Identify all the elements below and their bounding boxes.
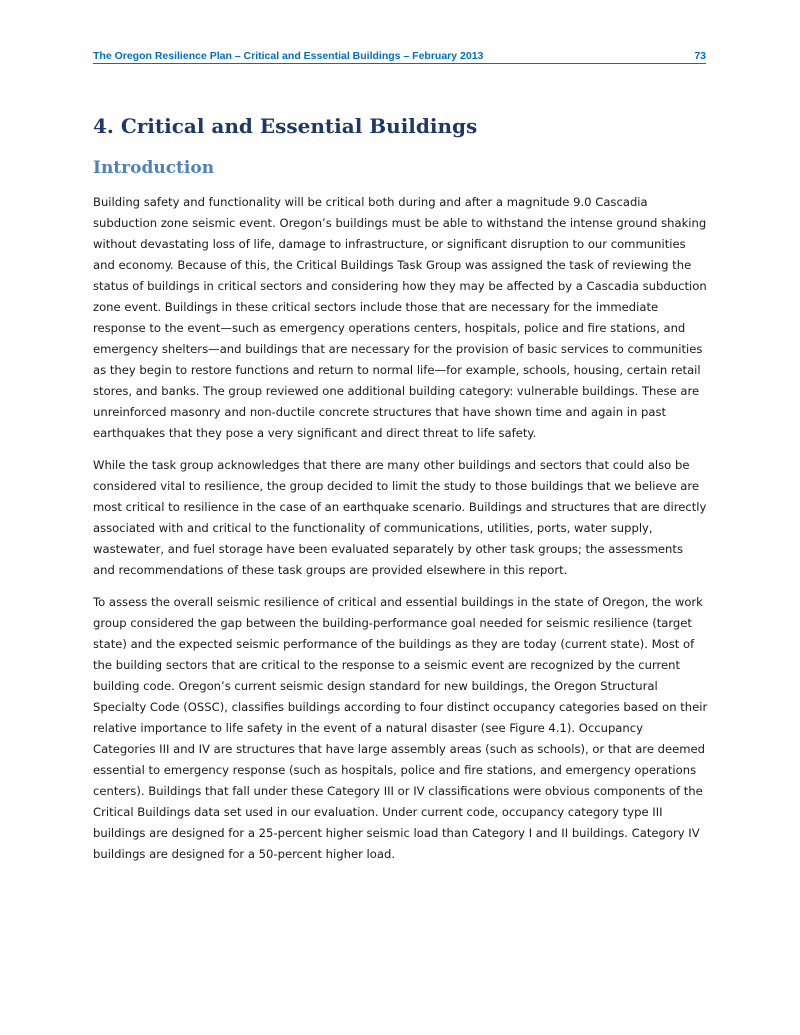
running-header (93, 49, 706, 64)
section-title: Introduction (93, 158, 215, 178)
paragraph: To assess the overall seismic resilience of critical and essential buildings in the state of Oregon, the work group considered the gap between the building-performance goal needed for seismic resilience (target state) and the expected seismic performance of the buildings as they are today (current state). Most of the building sectors that are critical to the response to a seismic event are recognized by the current building code. Oregon’s current seismic design standard for new buildings, the Oregon Structural Specialty Code (OSSC), classifies buildings according to four distinct occupancy categories based on their relative importance to life safety in the event of a natural disaster (see Figure 4.1). Occupancy Categories III and IV are structures that have large assembly areas (such as schools), or that are deemed essential to emergency response (such as hospitals, police and fire stations, and emergency operations centers). Buildings that fall under these Category III or IV classifications were obvious components of the Critical Buildings data set used in our evaluation. Under current code, occupancy category type III buildings are designed for a 25-percent higher seismic load than Category I and II buildings. Category IV buildings are designed for a 50-percent higher load. (93, 595, 708, 861)
chapter-title: 4. Critical and Essential Buildings (93, 114, 478, 138)
page-number: 73 (694, 50, 706, 62)
paragraph: Building safety and functionality will be critical both during and after a magnitude 9.0 Cascadia subduction zone seismic event. Oregon’s buildings must be able to withstand the intense ground shaking without devastating loss of life, damage to infrastructure, or significant disruption to our communities and economy. Because of this, the Critical Buildings Task Group was assigned the task of reviewing the status of buildings in critical sectors and considering how they may be affected by a Cascadia subduction zone event. Buildings in these critical sectors include those that are necessary for the immediate response to the event—such as emergency operations centers, hospitals, police and fire stations, and emergency shelters—and buildings that are necessary for the provision of basic services to communities as they begin to restore functions and return to normal life—for example, schools, housing, certain retail stores, and banks. The group reviewed one additional building category: vulnerable buildings. These are unreinforced masonry and non-ductile concrete structures that have shown time and again in past earthquakes that they pose a very significant and direct threat to life safety. (93, 195, 707, 440)
header-title: The Oregon Resilience Plan – Critical and Essential Buildings – February 2013 (93, 50, 484, 62)
paragraph: While the task group acknowledges that there are many other buildings and sectors that could also be considered vital to resilience, the group decided to limit the study to those buildings that we believe are most critical to resilience in the case of an earthquake scenario. Buildings and structures that are directly associated with and critical to the functionality of communications, utilities, ports, water supply, wastewater, and fuel storage have been evaluated separately by other task groups; the assessments and recommendations of these task groups are provided elsewhere in this report. (93, 458, 707, 577)
body-text (93, 192, 708, 876)
